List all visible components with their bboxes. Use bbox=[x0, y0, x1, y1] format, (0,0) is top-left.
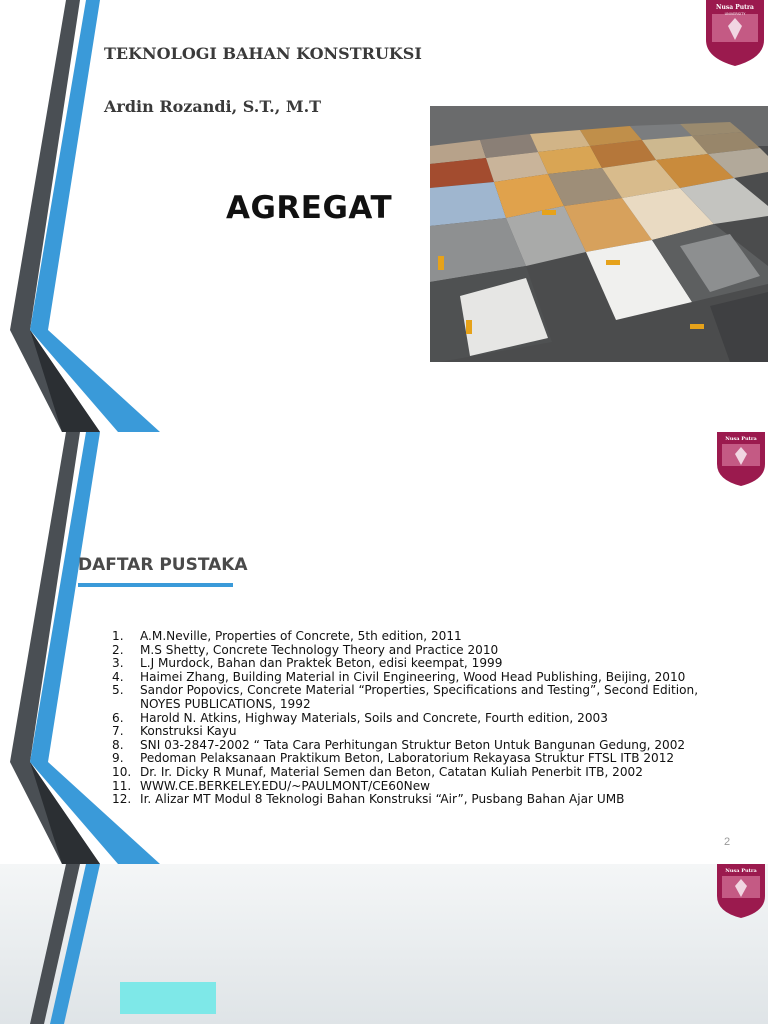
reference-number: 7. bbox=[112, 724, 124, 739]
reference-text: Dr. Ir. Dicky R Munaf, Material Semen dan Beton, Catatan Kuliah Penerbit ITB, 2002 bbox=[140, 764, 643, 779]
reference-text: SNI 03-2847-2002 “ Tata Cara Perhitungan Struktur Beton Untuk Bangunan Gedung, 2002 bbox=[140, 737, 686, 752]
reference-number: 3. bbox=[112, 656, 124, 671]
svg-text:Nusa Putra: Nusa Putra bbox=[716, 4, 754, 11]
reference-text: Harold N. Atkins, Highway Materials, Soils and Concrete, Fourth edition, 2003 bbox=[140, 710, 608, 725]
heading-underline bbox=[78, 583, 233, 587]
reference-item bbox=[112, 793, 732, 807]
reference-item bbox=[112, 752, 732, 766]
reference-number: 4. bbox=[112, 669, 124, 684]
slide-partial bbox=[0, 864, 768, 1024]
decorative-stripes bbox=[0, 0, 180, 432]
course-title: TEKNOLOGI BAHAN KONSTRUKSI bbox=[104, 44, 422, 63]
reference-text: Haimei Zhang, Building Material in Civil Engineering, Wood Head Publishing, Beijing, 2010 bbox=[140, 669, 686, 684]
reference-item bbox=[112, 644, 732, 658]
reference-number: 12. bbox=[112, 792, 132, 807]
references-heading: DAFTAR PUSTAKA bbox=[78, 555, 248, 575]
reference-text: Konstruksi Kayu bbox=[140, 724, 237, 739]
reference-item bbox=[112, 657, 732, 671]
reference-number: 10. bbox=[112, 764, 132, 779]
reference-number: 5. bbox=[112, 683, 124, 698]
reference-text: L.J Murdock, Bahan dan Praktek Beton, edisi keempat, 1999 bbox=[140, 656, 503, 671]
reference-item bbox=[112, 766, 732, 780]
svg-text:UNIVERSITY: UNIVERSITY bbox=[724, 12, 746, 16]
author-name: Ardin Rozandi, S.T., M.T bbox=[104, 97, 322, 116]
reference-item bbox=[112, 739, 732, 753]
university-logo bbox=[714, 432, 768, 488]
reference-item bbox=[112, 684, 732, 711]
university-logo bbox=[702, 0, 768, 68]
reference-text: Pedoman Pelaksanaan Praktikum Beton, Laboratorium Rekayasa Struktur FTSL ITB 2012 bbox=[140, 751, 675, 766]
reference-number: 11. bbox=[112, 778, 132, 793]
reference-text: M.S Shetty, Concrete Technology Theory and Practice 2010 bbox=[140, 642, 499, 657]
slide-title bbox=[0, 0, 768, 432]
reference-item bbox=[112, 780, 732, 794]
reference-number: 8. bbox=[112, 737, 124, 752]
reference-item bbox=[112, 630, 732, 644]
reference-number: 6. bbox=[112, 710, 124, 725]
reference-text: Sandor Popovics, Concrete Material “Properties, Specifications and Testing”, Second Edition, NOYES PUBLICATIONS, 1992 bbox=[140, 683, 699, 711]
reference-number: 2. bbox=[112, 642, 124, 657]
slide-heading: AGREGAT bbox=[226, 190, 393, 226]
teal-placeholder-box bbox=[120, 982, 216, 1014]
reference-item bbox=[112, 725, 732, 739]
reference-text: A.M.Neville, Properties of Concrete, 5th edition, 2011 bbox=[140, 629, 462, 643]
svg-text:Nusa Putra: Nusa Putra bbox=[725, 868, 757, 874]
aggregate-samples-photo bbox=[430, 106, 768, 362]
reference-list bbox=[112, 630, 732, 807]
slide-references bbox=[0, 432, 768, 864]
reference-number: 1. bbox=[112, 629, 124, 643]
reference-text: WWW.CE.BERKELEY.EDU/~PAULMONT/CE60New bbox=[140, 778, 431, 793]
reference-item bbox=[112, 712, 732, 726]
university-logo bbox=[714, 864, 768, 920]
reference-item bbox=[112, 671, 732, 685]
svg-text:Nusa Putra: Nusa Putra bbox=[725, 436, 757, 442]
reference-text: Ir. Alizar MT Modul 8 Teknologi Bahan Konstruksi “Air”, Pusbang Bahan Ajar UMB bbox=[140, 792, 625, 807]
page-number: 2 bbox=[724, 836, 731, 848]
reference-number: 9. bbox=[112, 751, 124, 766]
